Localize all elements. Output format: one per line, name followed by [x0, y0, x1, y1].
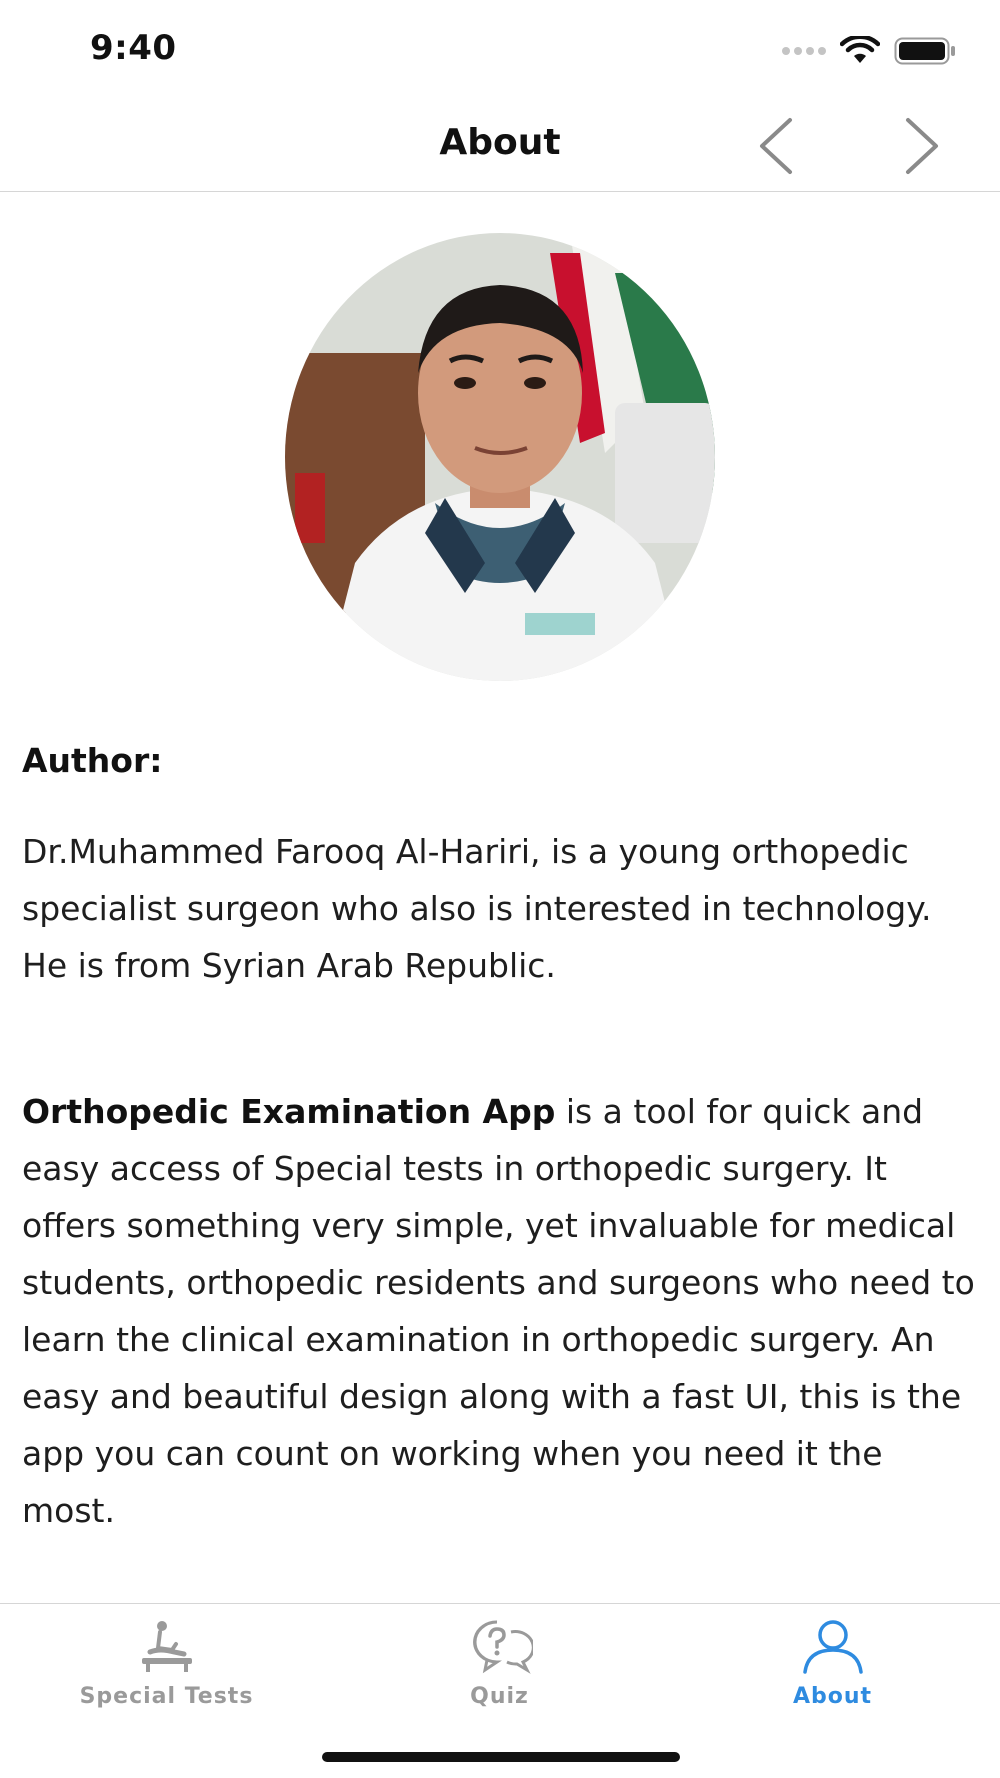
navigation-bar — [0, 100, 1000, 192]
author-photo — [285, 233, 715, 681]
author-heading: Author: — [22, 741, 163, 780]
app-name: Orthopedic Examination App — [22, 1092, 556, 1131]
page-title: About — [439, 122, 561, 163]
app-description-text: is a tool for quick and easy access of Special tests in orthopedic surgery. It offers something very simple, yet invaluable for medical students, orthopedic residents and surgeons who need to learn the clinical examination in orthopedic surgery. An easy and beautiful design along with a fast UI, this is the app you can count on working when you need it the most. — [22, 1092, 975, 1530]
question-chat-icon — [467, 1618, 533, 1674]
status-time: 9:40 — [90, 28, 177, 68]
tab-label-special-tests: Special Tests — [79, 1684, 254, 1709]
tab-label-quiz: Quiz — [470, 1684, 529, 1709]
about-content[interactable] — [0, 193, 1000, 1603]
person-icon — [800, 1618, 866, 1674]
status-icons — [782, 36, 956, 66]
wifi-icon — [840, 36, 880, 66]
status-bar — [0, 0, 1000, 100]
tab-about[interactable] — [666, 1604, 999, 1719]
author-bio: Dr.Muhammed Farooq Al-Hariri, is a young orthopedic specialist surgeon who also is interested in technology. He is from Syrian Arab Republic. — [22, 832, 932, 985]
massage-table-icon — [134, 1618, 200, 1674]
battery-icon — [894, 37, 956, 65]
app-description — [22, 1083, 982, 1539]
back-chevron-icon[interactable] — [752, 114, 800, 178]
forward-chevron-icon[interactable] — [898, 114, 946, 178]
home-indicator[interactable] — [322, 1752, 680, 1762]
cellular-signal-icon — [782, 47, 826, 55]
tab-quiz[interactable] — [333, 1604, 666, 1719]
tab-label-about: About — [792, 1684, 873, 1709]
tab-special-tests[interactable] — [0, 1604, 333, 1719]
